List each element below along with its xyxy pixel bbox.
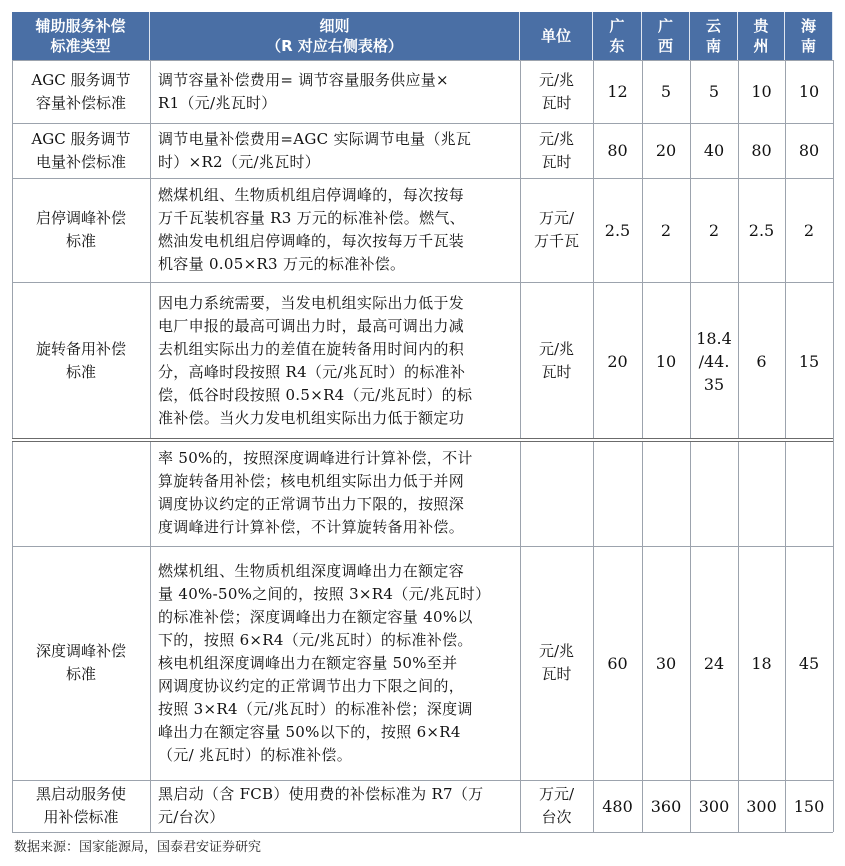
row-value: 80 xyxy=(607,141,628,160)
row-value: 15 xyxy=(798,351,820,371)
row-value: 80 xyxy=(751,141,772,160)
row-unit: 万元/ 台次 xyxy=(538,785,575,826)
row-detail: 因电力系统需要，当发电机组实际出力低于发 电厂申报的最高可调出力时，最高可调出力减 去机组实际出力的差值在旋转备用时间内的积 分，高峰时段按照 R4（元/兆瓦时）的标准补 偿，低谷时段按照 0.5×R4（元/兆瓦时）的标 准补偿。当火力发电机组实际出力低于额定功 xyxy=(158,294,473,427)
row-value: 60 xyxy=(607,653,628,673)
header-detail: 细则 （R 对应右侧表格） xyxy=(150,12,520,60)
row-type: 深度调峰补偿 标准 xyxy=(35,642,126,683)
header-region: 贵 州 xyxy=(738,12,785,60)
row-value: 360 xyxy=(650,796,682,816)
row-unit: 元/兆 瓦时 xyxy=(538,70,575,112)
row-value: 2 xyxy=(708,220,720,240)
row-type: AGC 服务调节 容量补偿标准 xyxy=(31,70,131,112)
row-type: 旋转备用补偿 标准 xyxy=(35,340,126,381)
row-unit: 元/兆 瓦时 xyxy=(538,642,575,683)
row-value: 24 xyxy=(703,653,725,673)
row-value xyxy=(642,440,690,546)
row-value: 2.5 xyxy=(604,220,631,240)
row-unit: 元/兆 瓦时 xyxy=(538,340,575,381)
row-value: 20 xyxy=(607,351,628,371)
row-value: 300 xyxy=(746,796,777,816)
row-unit: 元/兆 瓦时 xyxy=(538,129,575,171)
row-type: AGC 服务调节 电量补偿标准 xyxy=(31,129,131,171)
row-value: 2 xyxy=(660,220,672,240)
row-value: 300 xyxy=(698,796,730,816)
row-value: 480 xyxy=(602,796,633,816)
row-value: 18 xyxy=(751,653,772,673)
row-value: 6 xyxy=(756,351,767,371)
header-unit: 单位 xyxy=(520,12,593,60)
column-divider xyxy=(833,60,834,832)
row-value xyxy=(785,440,833,546)
row-value: 45 xyxy=(798,653,820,673)
row-detail: 调节容量补偿费用= 调节容量服务供应量× R1（元/兆瓦时） xyxy=(158,70,449,112)
row-detail: 率 50%的，按照深度调峰进行计算补偿，不计 算旋转备用补偿；核电机组实际出力低于并网 调度协议约定的正常调节出力下限的，按照深 度调峰进行计算补偿，不计算旋转备用补偿。 xyxy=(158,449,473,536)
header-type: 辅助服务补偿 标准类型 xyxy=(12,12,150,60)
row-value: 18.4 /44. 35 xyxy=(696,328,732,394)
row-value: 5 xyxy=(708,82,720,101)
row-value: 20 xyxy=(655,141,677,160)
row-unit: 万元/ 万千瓦 xyxy=(533,209,579,250)
header-region: 海 南 xyxy=(785,12,833,60)
row-value: 10 xyxy=(798,82,820,101)
header-region: 广 东 xyxy=(593,12,642,60)
row-value: 2.5 xyxy=(748,220,775,240)
row-value xyxy=(593,440,642,546)
row-value xyxy=(690,440,738,546)
row-value: 80 xyxy=(798,141,820,160)
row-value: 2 xyxy=(803,220,815,240)
row-value: 150 xyxy=(793,796,825,816)
row-type xyxy=(12,440,150,546)
row-value: 10 xyxy=(655,351,677,371)
row-detail: 调节电量补偿费用=AGC 实际调节电量（兆瓦 时）×R2（元/兆瓦时） xyxy=(158,129,472,171)
row-value: 10 xyxy=(751,82,772,101)
row-value: 40 xyxy=(703,141,725,160)
row-value: 12 xyxy=(607,82,628,101)
row-divider xyxy=(12,832,833,833)
row-type: 启停调峰补偿 标准 xyxy=(35,209,126,250)
row-detail: 黑启动（含 FCB）使用费的补偿标准为 R7（万 元/台次） xyxy=(158,785,484,826)
row-value xyxy=(738,440,785,546)
row-unit xyxy=(520,440,593,546)
page-break-line xyxy=(12,438,833,442)
row-detail: 燃煤机组、生物质机组启停调峰的，每次按每 万千瓦装机容量 R3 万元的标准补偿。燃气、 燃油发电机组启停调峰的，每次按每万千瓦装 机容量 0.05×R3 万元的标准补偿。 xyxy=(158,186,465,273)
row-value: 5 xyxy=(660,82,672,101)
data-source-note: 数据来源：国家能源局，国泰君安证券研究 xyxy=(14,840,262,855)
header-region: 云 南 xyxy=(690,12,738,60)
row-detail: 燃煤机组、生物质机组深度调峰出力在额定容 量 40%-50%之间的，按照 3×R4（元/兆瓦时） 的标准补偿；深度调峰出力在额定容量 40%以 下的，按照 6×R4（元/兆瓦时）的标准补偿。 核电机组深度调峰出力在额定容量 50%至并 网调度协议约定的正常调节出力下限之间的， 按照 3×R4（元/兆瓦时）的标准补偿；深度调 峰出力在额定容量 50%以下的，按照 6×R4 （元/ 兆瓦时）的标准补偿。 xyxy=(158,561,491,764)
row-value: 30 xyxy=(655,653,677,673)
row-type: 黑启动服务使 用补偿标准 xyxy=(35,785,126,826)
header-region: 广 西 xyxy=(642,12,690,60)
